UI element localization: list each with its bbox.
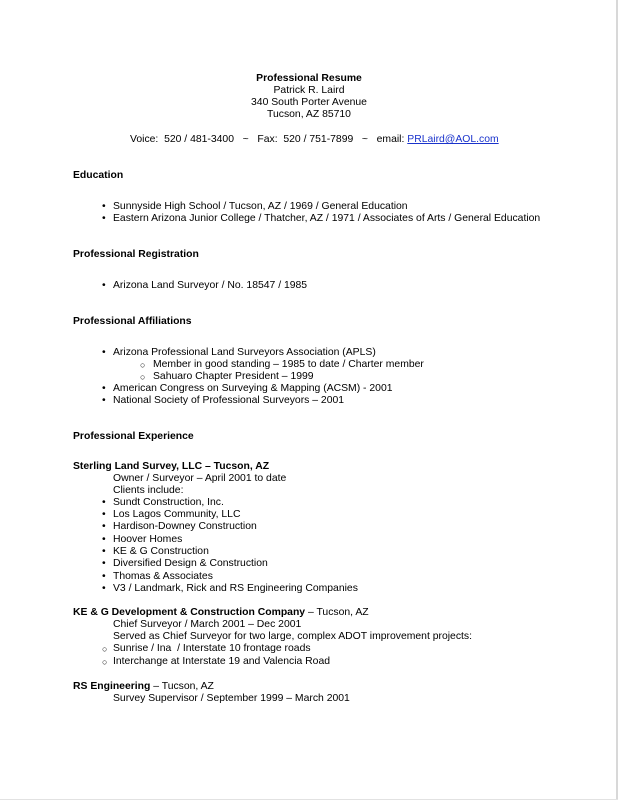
client-item: Sundt Construction, Inc. <box>113 497 224 508</box>
project-item: Interchange at Interstate 19 and Valencia Road <box>113 656 331 667</box>
experience-heading: Professional Experience <box>73 431 194 442</box>
address-line-1: 340 South Porter Avenue <box>251 97 367 108</box>
bullet-icon: • <box>102 201 106 212</box>
person-name: Patrick R. Laird <box>273 85 345 96</box>
job-location: – Tucson, AZ <box>305 607 369 618</box>
circle-bullet-icon: ○ <box>140 372 146 382</box>
bullet-icon: • <box>102 280 106 291</box>
client-item: Diversified Design & Construction <box>113 558 268 569</box>
circle-bullet-icon: ○ <box>102 644 108 654</box>
client-item: V3 / Landmark, Rick and RS Engineering Companies <box>113 583 358 594</box>
client-item: KE & G Construction <box>113 546 209 557</box>
client-item: Thomas & Associates <box>113 571 213 582</box>
job-heading <box>73 607 369 619</box>
client-item: Los Lagos Community, LLC <box>113 509 241 520</box>
job-title: Owner / Surveyor – April 2001 to date <box>113 473 287 484</box>
affiliation-item: American Congress on Surveying & Mapping (ACSM) - 2001 <box>113 383 393 394</box>
contact-line <box>130 134 499 146</box>
contact-text: Voice: 520 / 481-3400 ~ Fax: 520 / 751-7899 ~ email: <box>130 134 405 145</box>
bullet-icon: • <box>102 383 106 394</box>
job-company: Sterling Land Survey, LLC – Tucson, AZ <box>73 461 270 472</box>
affiliation-subitem: Sahuaro Chapter President – 1999 <box>153 371 314 382</box>
address-line-2: Tucson, AZ 85710 <box>267 109 351 120</box>
education-item: Sunnyside High School / Tucson, AZ / 1969 / General Education <box>113 201 408 212</box>
job-title: Survey Supervisor / September 1999 – March 2001 <box>113 693 350 704</box>
bullet-icon: • <box>102 521 106 532</box>
bullet-icon: • <box>102 347 106 358</box>
circle-bullet-icon: ○ <box>102 657 108 667</box>
bullet-icon: • <box>102 558 106 569</box>
circle-bullet-icon: ○ <box>140 360 146 370</box>
bullet-icon: • <box>102 395 106 406</box>
bullet-icon: • <box>102 497 106 508</box>
project-item: Sunrise / Ina / Interstate 10 frontage roads <box>113 643 311 654</box>
resume-title: Professional Resume <box>256 73 362 84</box>
education-heading: Education <box>73 170 124 181</box>
email-link[interactable]: PRLaird@AOL.com <box>407 134 499 145</box>
bullet-icon: • <box>102 546 106 557</box>
job-location: – Tucson, AZ <box>150 681 214 692</box>
client-item: Hardison-Downey Construction <box>113 521 257 532</box>
bullet-icon: • <box>102 571 106 582</box>
registration-item: Arizona Land Surveyor / No. 18547 / 1985 <box>113 280 308 291</box>
job-detail: Served as Chief Surveyor for two large, complex ADOT improvement projects: <box>113 631 473 642</box>
affiliation-item: Arizona Professional Land Surveyors Association (APLS) <box>113 347 376 358</box>
bullet-icon: • <box>102 509 106 520</box>
affiliation-item: National Society of Professional Surveyors – 2001 <box>113 395 345 406</box>
job-heading <box>73 681 214 693</box>
affiliation-subitem: Member in good standing – 1985 to date / Charter member <box>153 359 424 370</box>
bullet-icon: • <box>102 583 106 594</box>
job-company: RS Engineering <box>73 681 151 692</box>
job-detail: Clients include: <box>113 485 184 496</box>
job-title: Chief Surveyor / March 2001 – Dec 2001 <box>113 619 302 630</box>
affiliations-heading: Professional Affiliations <box>73 316 192 327</box>
bullet-icon: • <box>102 213 106 224</box>
client-item: Hoover Homes <box>113 534 183 545</box>
registration-heading: Professional Registration <box>73 249 199 260</box>
education-item: Eastern Arizona Junior College / Thatcher, AZ / 1971 / Associates of Arts / General Education <box>113 213 541 224</box>
bullet-icon: • <box>102 534 106 545</box>
job-company: KE & G Development & Construction Company <box>73 607 306 618</box>
